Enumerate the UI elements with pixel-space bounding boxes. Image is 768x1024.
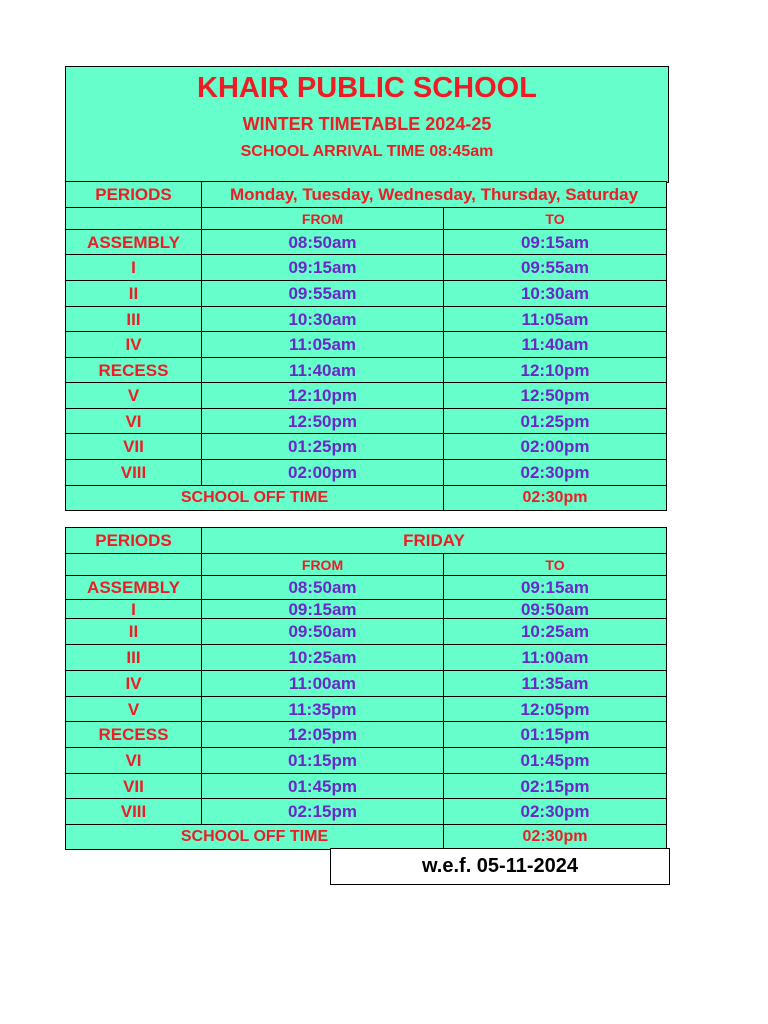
from-time-cell: 12:05pm: [202, 722, 444, 748]
period-cell: RECESS: [66, 358, 202, 383]
table-row: [66, 748, 667, 774]
table-row: [66, 645, 667, 671]
from-time-cell: 11:40am: [202, 358, 444, 383]
to-time-cell: 11:35am: [444, 671, 667, 697]
table-row: [66, 774, 667, 799]
table-row: [66, 697, 667, 722]
from-time-cell: 09:15am: [202, 255, 444, 281]
to-time-cell: 11:00am: [444, 645, 667, 671]
period-cell: II: [66, 619, 202, 645]
period-cell: VI: [66, 748, 202, 774]
to-time-cell: 09:55am: [444, 255, 667, 281]
from-time-cell: 11:05am: [202, 332, 444, 358]
friday-timetable: [65, 527, 667, 850]
from-time-cell: 11:00am: [202, 671, 444, 697]
to-header: TO: [444, 208, 667, 230]
table-row: [66, 619, 667, 645]
table-row: [66, 460, 667, 486]
table-row: [66, 671, 667, 697]
to-time-cell: 09:15am: [444, 230, 667, 255]
from-time-cell: 09:50am: [202, 619, 444, 645]
from-time-cell: 01:15pm: [202, 748, 444, 774]
from-time-cell: 09:55am: [202, 281, 444, 307]
from-time-cell: 02:15pm: [202, 799, 444, 825]
period-cell: VI: [66, 409, 202, 434]
period-cell: IV: [66, 332, 202, 358]
period-cell: III: [66, 307, 202, 332]
timetable-subtitle: WINTER TIMETABLE 2024-25: [242, 114, 492, 134]
table-row: [66, 307, 667, 332]
period-cell: VII: [66, 434, 202, 460]
school-off-time: 02:30pm: [444, 825, 667, 850]
to-time-cell: 01:25pm: [444, 409, 667, 434]
blank-cell: [66, 554, 202, 576]
period-cell: VII: [66, 774, 202, 799]
days-header: Monday, Tuesday, Wednesday, Thursday, Saturday: [202, 182, 667, 208]
from-time-cell: 08:50am: [202, 576, 444, 600]
from-time-cell: 08:50am: [202, 230, 444, 255]
to-time-cell: 02:15pm: [444, 774, 667, 799]
from-time-cell: 12:10pm: [202, 383, 444, 409]
table-row: [66, 409, 667, 434]
from-time-cell: 10:30am: [202, 307, 444, 332]
table-row: [66, 383, 667, 409]
periods-header: PERIODS: [66, 182, 202, 208]
period-cell: III: [66, 645, 202, 671]
to-time-cell: 02:30pm: [444, 799, 667, 825]
to-time-cell: 10:30am: [444, 281, 667, 307]
from-header: FROM: [202, 208, 444, 230]
to-time-cell: 12:10pm: [444, 358, 667, 383]
period-cell: I: [66, 600, 202, 619]
table-row: [66, 434, 667, 460]
periods-header: PERIODS: [66, 528, 202, 554]
from-time-cell: 11:35pm: [202, 697, 444, 722]
to-header: TO: [444, 554, 667, 576]
period-cell: VIII: [66, 799, 202, 825]
period-cell: VIII: [66, 460, 202, 486]
table-row: [66, 600, 667, 619]
to-time-cell: 02:00pm: [444, 434, 667, 460]
table-row: [66, 799, 667, 825]
period-cell: IV: [66, 671, 202, 697]
to-time-cell: 12:50pm: [444, 383, 667, 409]
arrival-time: SCHOOL ARRIVAL TIME 08:45am: [240, 143, 494, 160]
to-time-cell: 02:30pm: [444, 460, 667, 486]
weekday-timetable: [65, 181, 667, 511]
school-off-label: SCHOOL OFF TIME: [66, 825, 444, 850]
from-time-cell: 09:15am: [202, 600, 444, 619]
school-name: KHAIR PUBLIC SCHOOL: [197, 72, 537, 104]
table-row: [66, 230, 667, 255]
to-time-cell: 09:50am: [444, 600, 667, 619]
table-row: [66, 576, 667, 600]
blank-cell: [66, 208, 202, 230]
to-time-cell: 11:05am: [444, 307, 667, 332]
table-row: [66, 722, 667, 748]
from-time-cell: 10:25am: [202, 645, 444, 671]
days-header: FRIDAY: [202, 528, 667, 554]
from-time-cell: 01:25pm: [202, 434, 444, 460]
effective-date: w.e.f. 05-11-2024: [330, 848, 670, 885]
school-off-label: SCHOOL OFF TIME: [66, 486, 444, 511]
period-cell: I: [66, 255, 202, 281]
period-cell: RECESS: [66, 722, 202, 748]
from-header: FROM: [202, 554, 444, 576]
to-time-cell: 12:05pm: [444, 697, 667, 722]
period-cell: V: [66, 383, 202, 409]
period-cell: II: [66, 281, 202, 307]
to-time-cell: 11:40am: [444, 332, 667, 358]
from-time-cell: 02:00pm: [202, 460, 444, 486]
from-time-cell: 12:50pm: [202, 409, 444, 434]
table-row: [66, 255, 667, 281]
school-off-time: 02:30pm: [444, 486, 667, 511]
period-cell: ASSEMBLY: [66, 576, 202, 600]
table-row: [66, 281, 667, 307]
period-cell: ASSEMBLY: [66, 230, 202, 255]
from-time-cell: 01:45pm: [202, 774, 444, 799]
timetable-header: [65, 66, 669, 183]
period-cell: V: [66, 697, 202, 722]
to-time-cell: 10:25am: [444, 619, 667, 645]
table-row: [66, 358, 667, 383]
to-time-cell: 01:15pm: [444, 722, 667, 748]
table-row: [66, 332, 667, 358]
to-time-cell: 01:45pm: [444, 748, 667, 774]
to-time-cell: 09:15am: [444, 576, 667, 600]
